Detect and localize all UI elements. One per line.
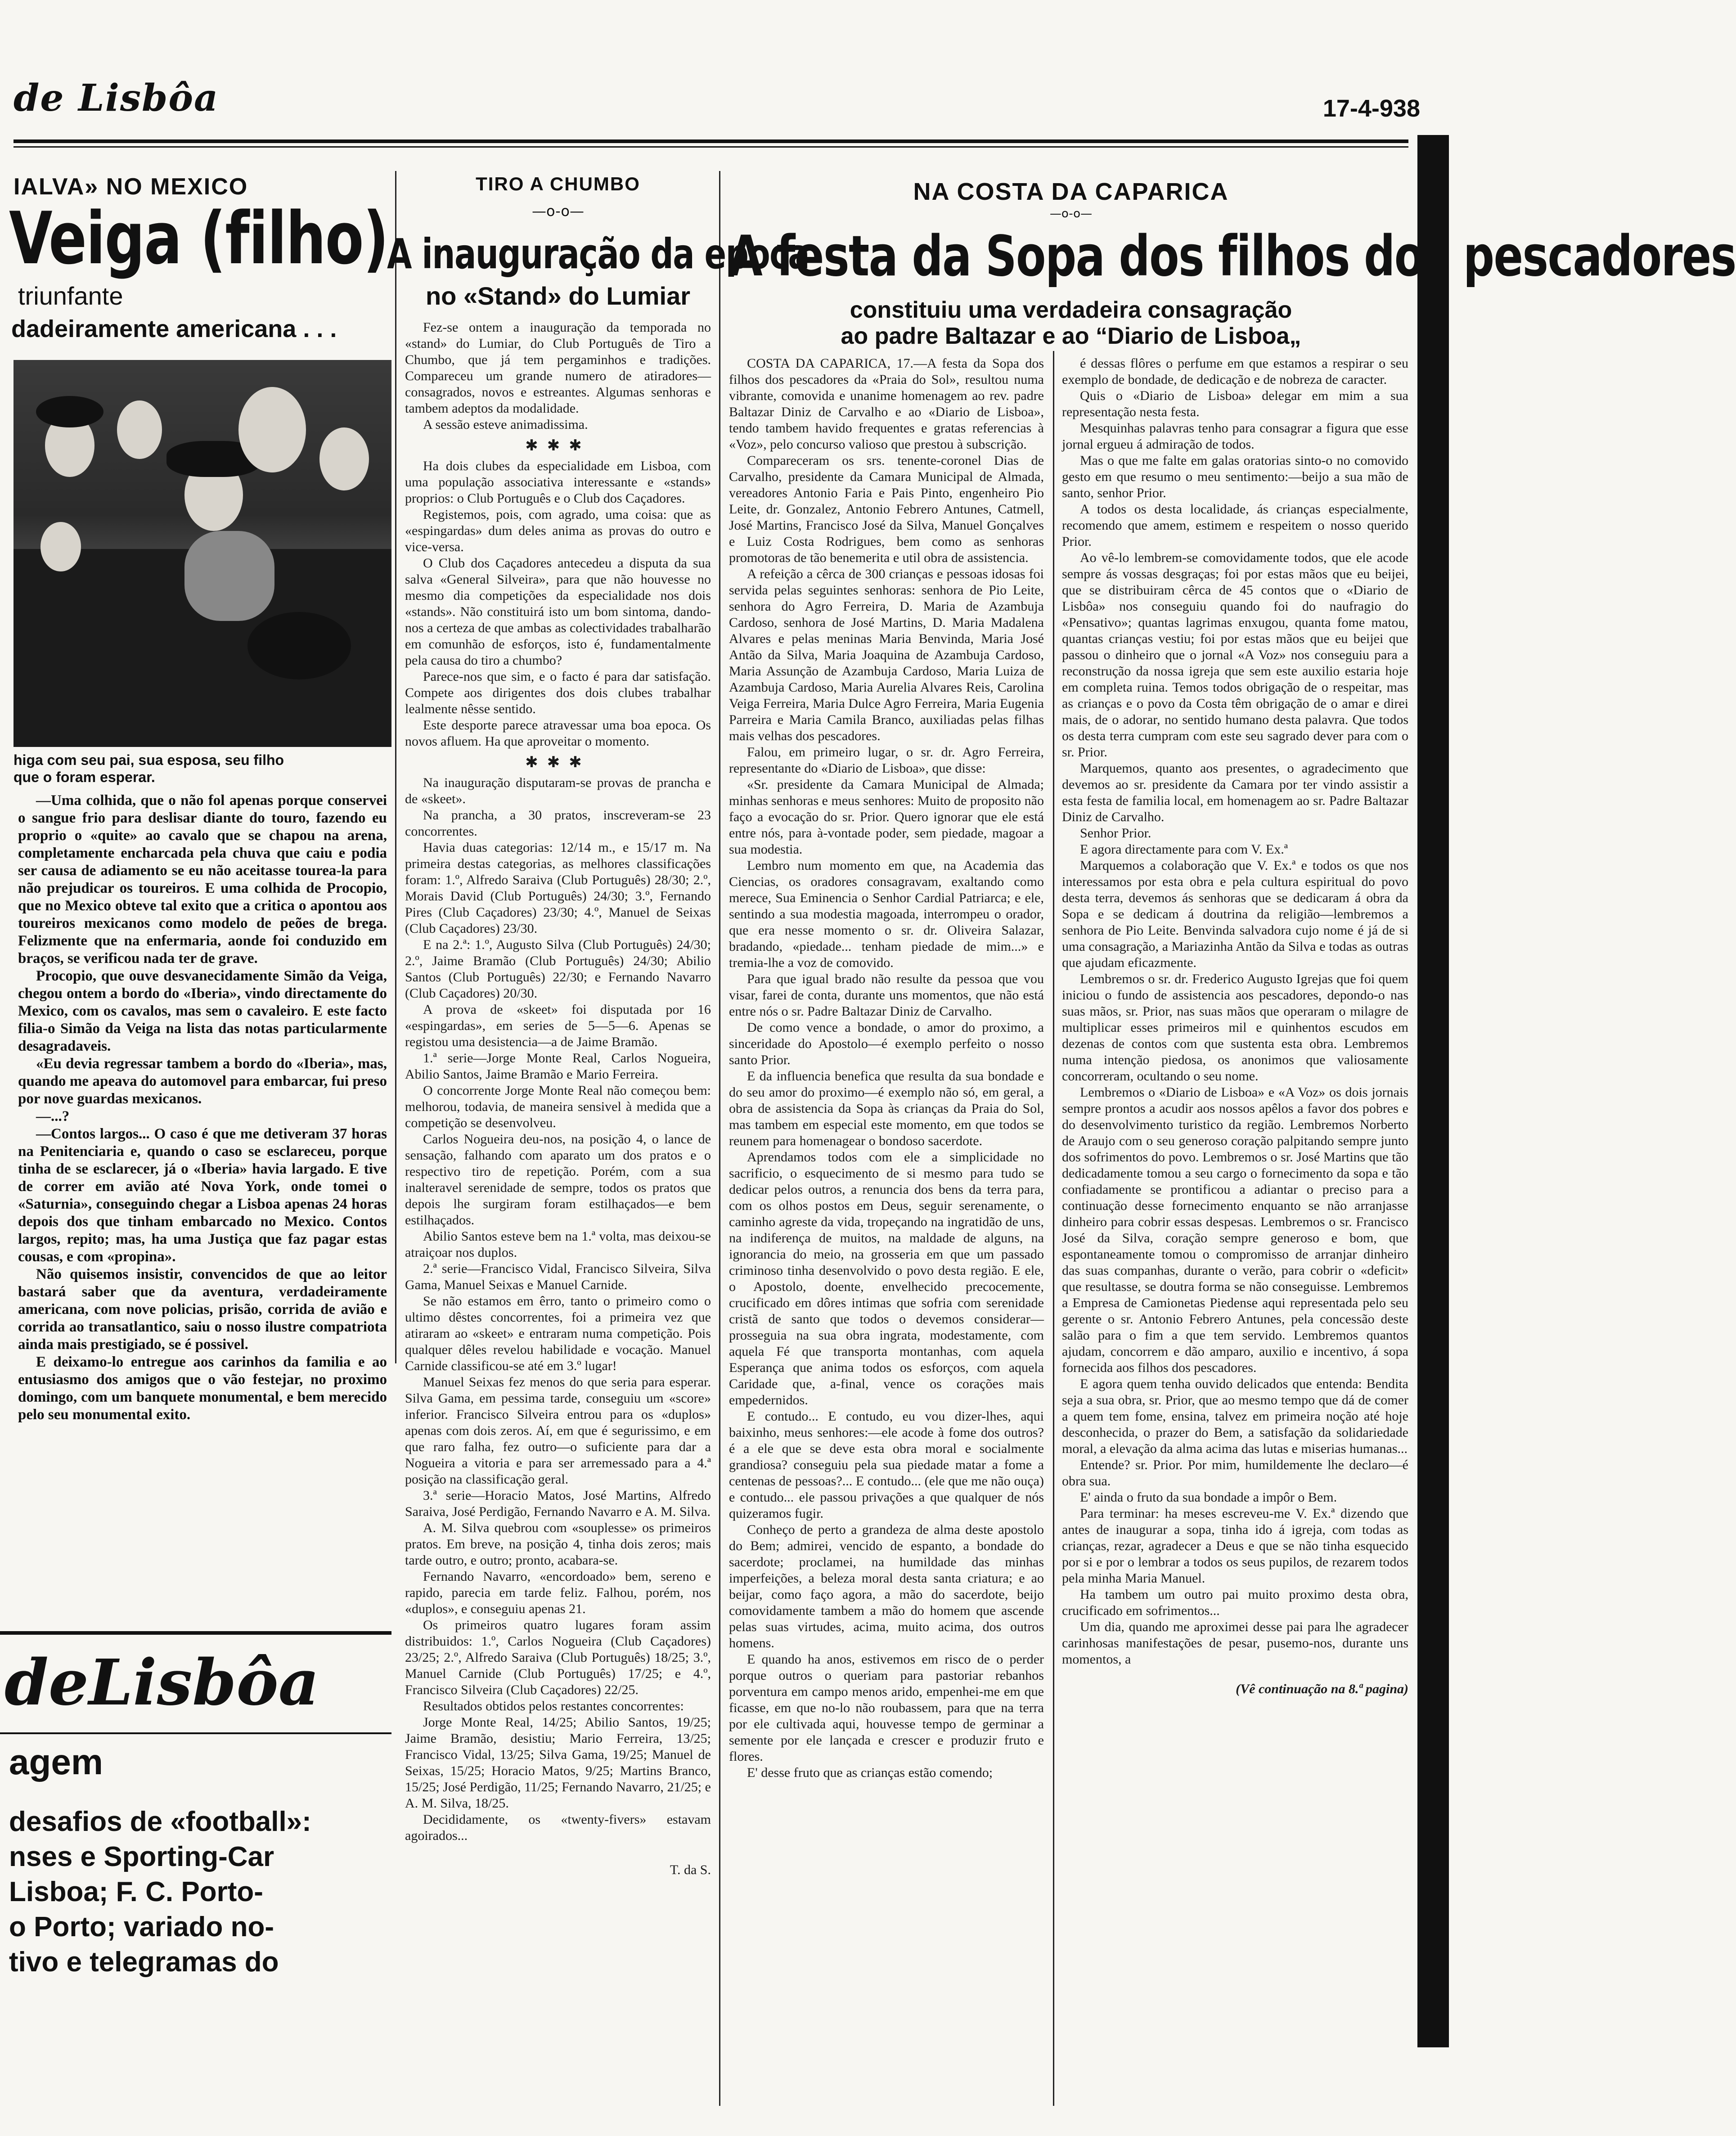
paragraph: Compareceram os srs. tenente-coronel Dias de Carvalho, presidente da Camara Municipal de Almada, vereadores Antonio Faria e Pais Pinto, engenheiro Pio Leite, dr. Gonzalez, Antonio Febrero Antunes, Catmell, José Martins, Francisco José da Silva, Manuel Gonçalves e Luiz Costa Rodrigues, bem como as senhoras promotoras de tão benemerita e util obra de assistencia. <box>729 453 1044 565</box>
paragraph: Marquemos a colaboração que V. Ex.ª e todos os que nos interessamos por esta obra e pela cultura espiritual do povo desta terra, devemos ás senhoras que se dedicaram á obra da Sopa e se dedicam á doutrina da religião—lembremos a senhora de Pio Leite. Benvinda salvadora cujo nome é já de si uma consagração, a Mariazinha Antão da Silva e todas as outras que ajudam eficazmente. <box>1062 858 1408 970</box>
article-body <box>18 792 387 1424</box>
paragraph: Parece-nos que sim, e o facto é para dar satisfação. Compete aos dirigentes dos dois clubes trabalhar lealmente nêsse sentido. <box>405 669 711 716</box>
promo-line: nses e Sporting-Car <box>9 1841 274 1872</box>
top-rule <box>13 139 1408 143</box>
paragraph: Lembro num momento em que, na Academia das Ciencias, os oradores consagravam, exaltando como merece, Sua Eminencia o Senhor Cardial Patriarca; e ele, sentindo a sua modestia magoada, interrompeu o orador, que era nesse momento o sr. dr. Oliveira Salazar, bradando, «piedade... tenham piedade de mim...» e tremia-lhe a voz de comovido. <box>729 858 1044 970</box>
paragraph: O concorrente Jorge Monte Real não começou bem: melhorou, todavia, de maneira sensivel à medida que a competição se desenvolveu. <box>405 1083 711 1130</box>
paragraph: Quis o «Diario de Lisboa» delegar em mim a sua representação nesta festa. <box>1062 388 1408 419</box>
paragraph: Se não estamos em êrro, tanto o primeiro como o ultimo dêstes concorrentes, foi a primeira vez que atiraram ao «skeet» e entraram numa competição. Pois qualquer dêles revelou habilidade e vocação. Manuel Carnide classificou-se até em 3.º lugar! <box>405 1294 711 1373</box>
paragraph: E deixamo-lo entregue aos carinhos da familia e ao entusiasmo dos amigos que o vão festejar, no proximo domingo, com um banquete monumental, e bem merecido pelo seu monumental exito. <box>18 1354 387 1423</box>
promo-rule <box>0 1631 391 1635</box>
paragraph: Lembremos o sr. dr. Frederico Augusto Igrejas que foi quem iniciou o fundo de assistencia aos pescadores, depondo-o nas suas mãos, sr. Prior, nas suas mãos que operaram o milagre de multiplicar esses primeiros mil e quinhentos escudos em dezenas de contos com que sustenta esta obra. Lembremos numa intenção piedosa, os anonimos que valiosamente concorreram, ocultando o seu nome. <box>1062 971 1408 1084</box>
paragraph: Os primeiros quatro lugares foram assim distribuidos: 1.º, Carlos Nogueira (Club Caçadores) 23/25; 2.º, Alfredo Saraiva (Club Português) 18/25; 3.º, Manuel Carnide (Club Português) 17/25; e 4.º, Francisco Silveira (Club Caçadores) 22/25. <box>405 1618 711 1697</box>
paragraph: E na 2.ª: 1.º, Augusto Silva (Club Português) 24/30; 2.º, Jaime Bramão (Club Português) 24/30; Abilio Santos (Club Português) 22/30; e Fernando Navarro (Club Caçadores) 20/30. <box>405 937 711 1001</box>
paragraph: E agora quem tenha ouvido delicados que entenda: Bendita seja a sua obra, sr. Prior, que ao mesmo tempo que dá de comer a quem tem fome, ensina, talvez em primeira noção até hoje desconhecida, o prazer do Bem, a satisfação da solidariedade moral, a elevação da alma acima das lutas e miserias humanas... <box>1062 1376 1408 1456</box>
paragraph: De como vence a bondade, o amor do proximo, a sinceridade do Apostolo—é exemplo perfeito o nosso santo Prior. <box>729 1020 1044 1067</box>
paragraph: —...? <box>36 1108 70 1124</box>
section-divider: ✱✱✱ <box>525 436 591 454</box>
paragraph: E contudo... E contudo, eu vou dizer-lhes, aqui baixinho, meus senhores:—ele acode à fome dos outros? é a ele que se deve esta obra moral e socialmente grandiosa? conseguiu pela sua piedade matar a fome a centenas de pessoas?... E contudo... (ele que me não ouça) e contudo... ele passou privações a que qualquer de nós quizeramos fugir. <box>729 1409 1044 1521</box>
paragraph: Registemos, pois, com agrado, uma coisa: que as «espingardas» dum deles anima as provas do outro e vice-versa. <box>405 507 711 554</box>
paragraph: é dessas flôres o perfume em que estamos a respirar o seu exemplo de bondade, de dedicação e de nobreza de caracter. <box>1062 356 1408 387</box>
section-kicker: IALVA» NO MEXICO <box>13 174 248 200</box>
section-kicker: NA COSTA DA CAPARICA <box>913 178 1229 205</box>
promo-rule-thin <box>0 1732 391 1734</box>
news-photo <box>13 360 391 747</box>
promo-line: Lisboa; F. C. Porto- <box>9 1876 263 1907</box>
paragraph: A todos os desta localidade, ás crianças especialmente, recomendo que amem, estimem e respeitem o nosso querido Prior. <box>1062 502 1408 549</box>
article-headline: Veiga (filho) <box>9 196 388 280</box>
article-subhead: constituiu uma verdadeira consagração <box>850 297 1292 323</box>
paragraph: A sessão esteve animadissima. <box>423 417 588 432</box>
paragraph: E' desse fruto que as crianças estão comendo; <box>747 1765 993 1780</box>
paragraph: «Eu devia regressar tambem a bordo do «Iberia», mas, quando me apeava do automovel para embarcar, fui preso por nove guardas mexicanos. <box>18 1056 387 1107</box>
paragraph: Jorge Monte Real, 14/25; Abilio Santos, 19/25; Jaime Bramão, desistiu; Mario Ferreira, 13/25; Francisco Vidal, 13/25; Silva Gama, 19/25; Manuel de Seixas, 15/25; Horacio Matos, 9/25; Martins Branco, 15/25; José Perdigão, 11/25; Fernando Navarro, 21/25; e A. M. Silva, 18/25. <box>405 1715 711 1811</box>
paragraph: Não quisemos insistir, convencidos de que ao leitor bastará saber que da aventura, verdadeiramente americana, com nove policias, prisão, corrida de avião e corrida ao transatlantico, saiu o nosso ilustre compatriota ainda mais prestigiado, se é possivel. <box>18 1266 387 1353</box>
paragraph: Manuel Seixas fez menos do que seria para esperar. Silva Gama, em pessima tarde, conseguiu um «score» inferior. Francisco Silveira entrou para os «duplos» apenas com dois zeros. Aí, em que é segurissimo, e em que raro falha, fez outro—o suficiente para dar a Nogueira a vitoria e para ser arremessado para a 4.ª posição na classificação geral. <box>405 1375 711 1487</box>
paragraph: —Uma colhida, que o não fol apenas porque conservei o sangue frio para deslisar diante do touro, fazendo eu proprio o «quite» ao cavalo que se chapou na arena, completamente encharcada pela chuva que caiu e podia ser causa de adiamento se eu não aceitasse tourea-la para não prejudicar os toureiros. E uma colhida de Procopio, que no Mexico obteve tal exito que a critica o apontou aos toureiros mexicanos como modelo de peões de brega. Felizmente que na enfermaria, aonde foi conduzido em braços, se verificou nada ter de grave. <box>18 792 387 967</box>
article-body <box>405 319 711 1878</box>
paragraph: Ha dois clubes da especialidade em Lisboa, com uma população associativa interessante e «stands» proprios: o Club Português e o Club dos Caçadores. <box>405 459 711 506</box>
paragraph: Um dia, quando me aproximei desse pai para lhe agradecer carinhosas manifestações de pesar, pusemo-nos, durante uns momentos, a <box>1062 1619 1408 1667</box>
paragraph: Na inauguração disputaram-se provas de prancha e de «skeet». <box>405 775 711 806</box>
paragraph: Mesquinhas palavras tenho para consagrar a figura que esse jornal ergueu á admiração de todos. <box>1062 421 1408 452</box>
paragraph: Fez-se ontem a inauguração da temporada no «stand» do Lumiar, do Club Português de Tiro a Chumbo, que já tem pergaminhos e tradições. Compareceu um grande numero de atiradores—consagrados, novos e estreantes. Algumas senhoras e tambem adeptos da modalidade. <box>405 320 711 416</box>
paragraph: —Contos largos... O caso é que me detiveram 37 horas na Penitenciaria e, quando o caso se esclareceu, porque tinha de se esclarecer, já o «Iberia» havia largado. E tive de correr em avião até Nova York, onde tomei o «Saturnia», conseguindo chegar a Lisboa apenas 24 horas depois dos que tinham embarcado no Mexico. Contos largos, repito; mas, ha uma Justiça que faz pagar estas cousas, e com «propina». <box>18 1126 387 1265</box>
paragraph: Senhor Prior. <box>1080 826 1151 841</box>
column-rule <box>719 171 720 2106</box>
paragraph: Conheço de perto a grandeza de alma deste apostolo do Bem; admirei, vencido de espanto, a bondade do sacerdote; proclamei, na humildade das minhas imperfeições, a beleza moral desta santa criatura; e ao beijar, como faço agora, a mão do sacerdote, beijo comovidamente tambem a mão do homem que ascende pelas suas virtudes, acima, muito acima, dos outros homens. <box>729 1522 1044 1650</box>
masthead-title: de Lisbôa <box>13 76 219 120</box>
paragraph: E da influencia benefica que resulta da sua bondade e do seu amor do proximo—é exemplo não só, em geral, a obra de assistencia da Sopa às crianças da Praia do Sol, mas tambem em especial este momento, em que todos se reunem para homenagear o bondoso sacerdote. <box>729 1069 1044 1148</box>
top-rule-thin <box>13 146 1408 148</box>
paragraph: E quando ha anos, estivemos em risco de o perder porque outros o queriam para pastoriar rebanhos porventura em campo menos arido, empenhei-me em que ficasse, em que no-lo não roubassem, para que na terra por ele cultivada aqui, houvesse tempo de germinar a semente por ele lançada e crescer e produzir fruto e flores. <box>729 1652 1044 1764</box>
promo-heading: agem <box>9 1742 103 1782</box>
article-body-col <box>729 355 1044 1781</box>
paragraph: Abilio Santos esteve bem na 1.ª volta, mas deixou-se atraiçoar nos duplos. <box>405 1229 711 1260</box>
article-subhead: no «Stand» do Lumiar <box>425 282 691 310</box>
paragraph: Fernando Navarro, «encordoado» bem, sereno e rapido, parecia em tarde feliz. Falhou, porém, nos «duplos», e conseguiu apenas 21. <box>405 1569 711 1616</box>
paragraph: A. M. Silva quebrou com «souplesse» os primeiros pratos. Em breve, na posição 4, tinha dois zeros; mais tarde outro, e outro; pronto, acabara-se. <box>405 1520 711 1568</box>
paragraph: COSTA DA CAPARICA, 17.—A festa da Sopa dos filhos dos pescadores da «Praia do Sol», resultou numa vibrante, comovida e unanime homenagem ao rev. padre Baltazar Diniz de Carvalho e ao «Diario de Lisboa», tendo tambem havido frequentes e gratas referencias à «Voz», pelo concurso valioso que prestou à subscrição. <box>729 356 1044 452</box>
paragraph: Havia duas categorias: 12/14 m., e 15/17 m. Na primeira destas categorias, as melhores classificações foram: 1.º, Alfredo Saraiva (Club Português) 28/30; 2.º, Morais David (Club Português) 24/30; 3.º, Fernando Pires (Club Caçadores) 23/30; 4.º, Manuel de Seixas (Club Caçadores) 23/30. <box>405 840 711 936</box>
photo-caption: higa com seu pai, sua esposa, seu filho <box>13 752 284 768</box>
article-body-col <box>1062 355 1408 1697</box>
paragraph: Aprendamos todos com ele a simplicidade no sacrificio, o esquecimento de si mesmo para tudo se dedicar pelos outros, a renuncia dos bens da terra para, com os olhos postos em Deus, seguir serenamente, o caminho agreste da vida, tropeçando na ingratidão de uns, na indiferença de muitos, na maldade de alguns, na ignorancia do meio, na grosseria em que um passado criminoso tinha desenvolvido o povo desta região. E ele, o Apostolo, doente, envelhecido precocemente, crucificado em dôres intimas que sofria com serenidade cristã de santo que todos o devemos considerar—prosseguia na sua obra ingrata, modestamente, com aquela Fé que transporta montanhas, com aquela Esperança que anima todos os esforços, com aquela Caridade que, a-final, vence os corações mais empedernidos. <box>729 1150 1044 1408</box>
paragraph: 3.ª serie—Horacio Matos, José Martins, Alfredo Saraiva, José Perdigão, Fernando Navarro e A. M. Silva. <box>405 1488 711 1519</box>
headline-sub-bold: dadeiramente americana . . . <box>11 315 337 342</box>
continuation-note: (Vê continuação na 8.ª pagina) <box>1236 1682 1408 1696</box>
paragraph: Resultados obtidos pelos restantes concorrentes: <box>423 1699 684 1713</box>
promo-logo: deLisbôa <box>4 1646 319 1720</box>
paragraph: 1.ª serie—Jorge Monte Real, Carlos Nogueira, Abilio Santos, Jaime Bramão e Mario Ferreira. <box>405 1051 711 1082</box>
author-signature: T. da S. <box>670 1862 711 1877</box>
paragraph: Lembremos o «Diario de Lisboa» e «A Voz» os dois jornais sempre prontos a acudir aos nossos apêlos a favor dos pobres e do desenvolvimento turistico da região. Lembremos Norberto de Araujo com o seu generoso coração palpitando sempre junto dos sofrimentos do povo. Lembremos o sr. José Martins que tão dedicadamente tomou a seu cargo o fornecimento da sopa e tão confiadamente se prontificou a adiantar o preciso para a continuação desse fornecimento enquanto se não arranjasse dinheiro para cobrir essas despesas. Lembremos o sr. Francisco José da Silva, coração sempre generoso e bom, que espontaneamente tomou o compromisso de arranjar dinheiro das suas companhas, durante o verão, para cobrir o «deficit» que resultasse, se doutra forma se não conseguisse. Lembremos a Empresa de Camionetas Piedense aqui representada pelo seu gerente o sr. Antonio Febrero Antunes, pela concessão deste salão para o fim a que tem servido. Lembremos quantos ajudam, concorrem e dão amparo, auxilio e incentivo, á sopa fornecida aos filhos dos pescadores. <box>1062 1085 1408 1375</box>
ornament: —o-o— <box>1049 207 1093 220</box>
paragraph: A refeição a cêrca de 300 crianças e pessoas idosas foi servida pelas seguintes senhoras: senhora de Pio Leite, senhora do Agro Ferreira, D. Maria de Azambuja Cardoso, senhora de José Martins, D. Maria Madalena Alvares e pelas meninas Maria Benvinda, Maria José Antão da Silva, Maria Joaquina de Azambuja Cardoso, Maria Assunção de Azambuja Cardoso, Maria Luiza de Azambuja Cardoso, Maria Aurelia Alvares Reis, Carolina Veiga Ferreira, Maria Dulce Agro Ferreira, Maria Eugenia Parreira e Maria Camila Branco, auxiliadas pelas filhas mais velhas dos pescadores. <box>729 567 1044 743</box>
paragraph: Ao vê-lo lembrem-se comovidamente todos, que ele acode sempre ás vossas desgraças; foi por estas mãos que eu beijei, que se distribuiram cêrca de 45 contos que o «Diario de Lisbôa» nos conseguiu quando foi do naufragio do «Pensativo»; quantas lagrimas enxugou, quanta fome matou, quantas crianças vestiu; foi por estas mãos que eu beijei que passou o dinheiro que o jornal «A Voz» nos conseguiu para a reconstrução da nossa igreja que sem este auxilio estaria hoje em completa ruina. Temos todos obrigação de o respeitar, mas as crianças e o povo da Costa têm obrigação de o amar e direi mais, de o adorar, no sentido humano desta palavra. Que todos os desta terra cumpram com este seu sagrado dever para com o sr. Prior. <box>1062 550 1408 760</box>
paragraph: Entende? sr. Prior. Por mim, humildemente lhe declaro—é obra sua. <box>1062 1457 1408 1488</box>
paragraph: Este desporte parece atravessar uma boa epoca. Os novos afluem. Ha que aproveitar o momento. <box>405 718 711 749</box>
promo-line: desafios de «football»: <box>9 1806 311 1837</box>
ornament: —o-o— <box>532 202 584 220</box>
paragraph: A prova de «skeet» foi disputada por 16 «espingardas», em series de 5—5—6. Apenas se registou uma desistencia—a de Jaime Bramão. <box>405 1002 711 1049</box>
paragraph: Para terminar: ha meses escreveu-me V. Ex.ª dizendo que antes de inaugurar a sopa, tinha ido á igreja, com todas as crianças, rezar, agradecer a Deus e que se não tinha esquecido por si e por o lembrar a todos os seus pupilos, de rezarem todos pela minha Maria Manuel. <box>1062 1506 1408 1586</box>
paragraph: «Sr. presidente da Camara Municipal de Almada; minhas senhoras e meus senhores: Muito de proposito não faço a evocação do sr. Prior. Quero ignorar que ele está entre nós, para à-vontade poder, sem piedade, magoar a sua modestia. <box>729 777 1044 857</box>
paragraph: Ha tambem um outro pai muito proximo desta obra, crucificado em sofrimentos... <box>1062 1587 1408 1618</box>
paragraph: 2.ª serie—Francisco Vidal, Francisco Silveira, Silva Gama, Manuel Seixas e Manuel Carnide. <box>405 1261 711 1292</box>
issue-date: 17-4-938 <box>1322 95 1420 122</box>
article-headline: A inauguração da epoca <box>387 230 809 278</box>
paragraph: Marquemos, quanto aos presentes, o agradecimento que devemos ao sr. presidente da Camara por ter vindo assistir a esta festa de familia local, em homenagem ao sr. Padre Baltazar Diniz de Carvalho. <box>1062 761 1408 824</box>
article-headline: A festa da Sopa dos filhos dos pescadores <box>729 224 1736 289</box>
paragraph: Falou, em primeiro lugar, o sr. dr. Agro Ferreira, representante do «Diario de Lisboa», que disse: <box>729 745 1044 776</box>
paragraph: O Club dos Caçadores antecedeu a disputa da sua salva «General Silveira», para que não houvesse no mesmo dia competições da especialidade nos dois «stands». Não constituirá isto um bom sintoma, dando-nos a certeza de que ambas as colectividades trabalharão em comunhão de esforços, isto é, fundamentalmente pela causa do tiro a chumbo? <box>405 556 711 668</box>
paragraph: Carlos Nogueira deu-nos, na posição 4, o lance de sensação, falhando com aparato um dos pratos e o respectivo tiro de repetição. Porém, com a sua inalteravel serenidade de sempre, todos os pratos que depois lhe surgiram foram estilhaçados—e bem estilhaçados. <box>405 1132 711 1228</box>
paragraph: Procopio, que ouve desvanecidamente Simão da Veiga, chegou ontem a bordo do «Iberia», vindo directamente do Mexico, com os cavalos, mas sem o cavaleiro. E este facto filia-o Simão da Veiga na lista das notas particularmente desagradaveis. <box>18 968 387 1054</box>
paragraph: Para que igual brado não resulte da pessoa que vou visar, farei de conta, durante uns momentos, que não está entre nós o sr. Padre Baltazar Diniz de Carvalho. <box>729 971 1044 1019</box>
paragraph: Mas o que me falte em galas oratorias sinto-o no comovido gesto em que resumo o meu sentimento:—beijo a sua mão de santo, senhor Prior. <box>1062 453 1408 500</box>
page-edge-bar <box>1417 135 1449 2047</box>
paragraph: Decididamente, os «twenty-fivers» estavam agoirados... <box>405 1812 711 1843</box>
promo-line: o Porto; variado no- <box>9 1911 274 1943</box>
section-divider: ✱✱✱ <box>525 753 591 771</box>
promo-line: tivo e telegramas do <box>9 1947 279 1978</box>
section-kicker: TIRO A CHUMBO <box>476 173 640 194</box>
headline-sub: triunfante <box>18 282 123 310</box>
paragraph: E' ainda o fruto da sua bondade a impôr o Bem. <box>1080 1490 1337 1505</box>
article-subhead: ao padre Baltazar e ao “Diario de Lisboa„ <box>841 323 1301 349</box>
column-rule <box>395 171 396 1363</box>
photo-caption-2: que o foram esperar. <box>13 769 155 785</box>
column-rule <box>1053 351 1054 2106</box>
paragraph: E agora directamente para com V. Ex.ª <box>1080 842 1288 857</box>
paragraph: Na prancha, a 30 pratos, inscreveram-se 23 concorrentes. <box>405 808 711 839</box>
